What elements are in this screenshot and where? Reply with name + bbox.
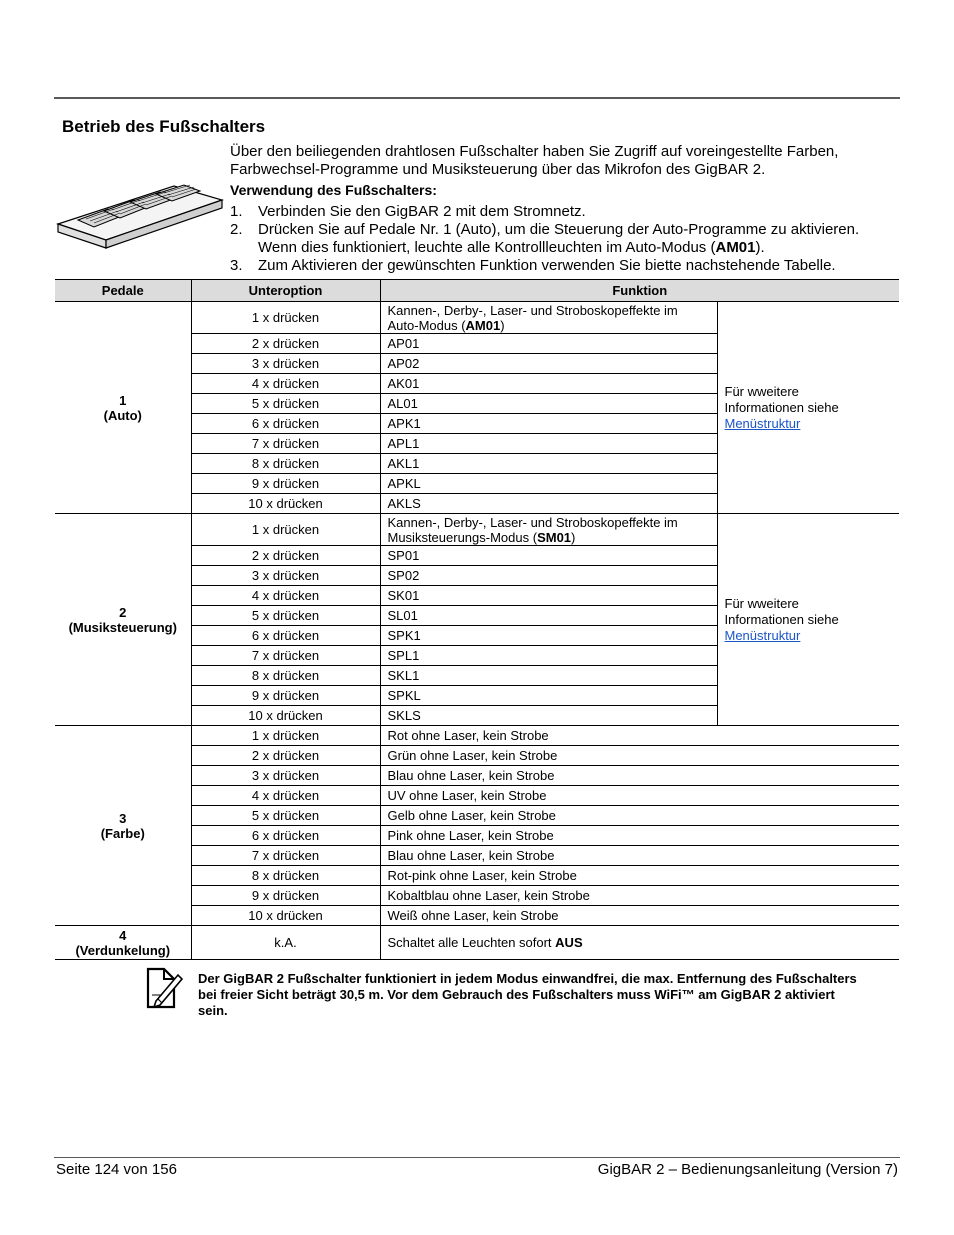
suboption-cell: 5 x drücken — [191, 806, 380, 826]
function-cell: Schaltet alle Leuchten sofort AUS — [380, 926, 899, 960]
suboption-cell: 2 x drücken — [191, 746, 380, 766]
suboption-cell: 4 x drücken — [191, 786, 380, 806]
function-cell: APK1 — [380, 414, 717, 434]
function-cell: SL01 — [380, 606, 717, 626]
more-info-cell: Für wweitere Informationen siehe Menüstruktur — [717, 514, 899, 726]
note-icon — [140, 965, 184, 1011]
suboption-cell: 10 x drücken — [191, 906, 380, 926]
intro-text: Über den beiliegenden drahtlosen Fußschalter haben Sie Zugriff auf voreingestellte Farben, Farbwechsel-Programme und Musiksteuerung über das Mikrofon des GigBAR 2. — [230, 143, 839, 178]
function-cell: Kobaltblau ohne Laser, kein Strobe — [380, 886, 899, 906]
pedal-cell: 1 (Auto) — [55, 302, 191, 514]
suboption-cell: 4 x drücken — [191, 374, 380, 394]
function-cell: SPKL — [380, 686, 717, 706]
suboption-cell: 7 x drücken — [191, 646, 380, 666]
table-row — [55, 926, 899, 960]
pedal-cell: 3 (Farbe) — [55, 726, 191, 926]
function-cell: SKLS — [380, 706, 717, 726]
suboption-cell: 3 x drücken — [191, 354, 380, 374]
table-row — [55, 514, 899, 546]
header-function: Funktion — [380, 280, 899, 302]
suboption-cell: 1 x drücken — [191, 514, 380, 546]
step-3: 3. Zum Aktivieren der gewünschten Funktion verwenden Sie biette nachstehende Tabelle. — [230, 257, 836, 274]
function-cell: Weiß ohne Laser, kein Strobe — [380, 906, 899, 926]
function-cell: SK01 — [380, 586, 717, 606]
suboption-cell: 1 x drücken — [191, 302, 380, 334]
function-cell: SPL1 — [380, 646, 717, 666]
function-cell: Kannen-, Derby-, Laser- und Stroboskopeffekte im Auto-Modus (AM01) — [380, 302, 717, 334]
menu-structure-link[interactable]: Menüstruktur — [724, 627, 801, 643]
footswitch-illustration — [56, 178, 226, 250]
function-cell: APKL — [380, 474, 717, 494]
usage-subheading: Verwendung des Fußschalters: — [230, 182, 437, 198]
function-cell: Grün ohne Laser, kein Strobe — [380, 746, 899, 766]
function-cell: Rot-pink ohne Laser, kein Strobe — [380, 866, 899, 886]
footer-document-title: GigBAR 2 – Bedienungsanleitung (Version 7) — [597, 1161, 898, 1178]
suboption-cell: 9 x drücken — [191, 686, 380, 706]
suboption-cell: 8 x drücken — [191, 454, 380, 474]
suboption-cell: 7 x drücken — [191, 846, 380, 866]
function-cell: APL1 — [380, 434, 717, 454]
function-cell: AL01 — [380, 394, 717, 414]
suboption-cell: 8 x drücken — [191, 666, 380, 686]
header-suboption: Unteroption — [191, 280, 380, 302]
menu-structure-link[interactable]: Menüstruktur — [724, 415, 801, 431]
function-cell: SP01 — [380, 546, 717, 566]
suboption-cell: 9 x drücken — [191, 474, 380, 494]
suboption-cell: 4 x drücken — [191, 586, 380, 606]
function-cell: Gelb ohne Laser, kein Strobe — [380, 806, 899, 826]
function-cell: SP02 — [380, 566, 717, 586]
suboption-cell: 6 x drücken — [191, 826, 380, 846]
header-pedal: Pedale — [55, 280, 191, 302]
section-title: Betrieb des Fußschalters — [62, 117, 266, 136]
suboption-cell: 10 x drücken — [191, 706, 380, 726]
table-row — [55, 302, 899, 334]
pedal-cell: 4 (Verdunkelung) — [55, 926, 191, 960]
step-1: 1. Verbinden Sie den GigBAR 2 mit dem Stromnetz. — [230, 203, 586, 220]
function-cell: AKLS — [380, 494, 717, 514]
function-cell: Kannen-, Derby-, Laser- und Stroboskopeffekte im Musiksteuerungs-Modus (SM01) — [380, 514, 717, 546]
suboption-cell: 5 x drücken — [191, 394, 380, 414]
note-text: Der GigBAR 2 Fußschalter funktioniert in jedem Modus einwandfrei, die max. Entfernung des Fußschalters bei freier Sicht beträgt 30,5 m. Vor dem Gebrauch des Fußschalters muss WiFi™ am GigBAR 2 aktiviert sein. — [198, 971, 857, 1018]
function-cell: AP02 — [380, 354, 717, 374]
suboption-cell: 8 x drücken — [191, 866, 380, 886]
bottom-rule — [54, 1157, 900, 1158]
suboption-cell: 2 x drücken — [191, 334, 380, 354]
suboption-cell: 6 x drücken — [191, 626, 380, 646]
suboption-cell: 3 x drücken — [191, 566, 380, 586]
footer-page-number: Seite 124 von 156 — [56, 1161, 177, 1178]
function-cell: AKL1 — [380, 454, 717, 474]
suboption-cell: 9 x drücken — [191, 886, 380, 906]
function-cell: Rot ohne Laser, kein Strobe — [380, 726, 899, 746]
function-cell: Blau ohne Laser, kein Strobe — [380, 766, 899, 786]
function-cell: SPK1 — [380, 626, 717, 646]
suboption-cell: 1 x drücken — [191, 726, 380, 746]
suboption-cell: 2 x drücken — [191, 546, 380, 566]
suboption-cell: 5 x drücken — [191, 606, 380, 626]
suboption-cell: 7 x drücken — [191, 434, 380, 454]
function-cell: UV ohne Laser, kein Strobe — [380, 786, 899, 806]
function-cell: Pink ohne Laser, kein Strobe — [380, 826, 899, 846]
function-cell: SKL1 — [380, 666, 717, 686]
more-info-cell: Für wweitere Informationen siehe Menüstruktur — [717, 302, 899, 514]
function-cell: AP01 — [380, 334, 717, 354]
function-cell: AK01 — [380, 374, 717, 394]
footswitch-table — [55, 279, 899, 960]
table-header-row — [55, 280, 899, 302]
step-2: 2. Drücken Sie auf Pedale Nr. 1 (Auto), um die Steuerung der Auto-Programme zu aktivieren. Wenn dies funktioniert, leuchte alle Kontrollleuchten im Auto-Modus (AM01). — [230, 221, 860, 256]
top-rule — [54, 97, 900, 99]
suboption-cell: k.A. — [191, 926, 380, 960]
suboption-cell: 6 x drücken — [191, 414, 380, 434]
function-cell: Blau ohne Laser, kein Strobe — [380, 846, 899, 866]
steps-list — [230, 203, 895, 275]
table-row — [55, 726, 899, 746]
suboption-cell: 3 x drücken — [191, 766, 380, 786]
pedal-cell: 2 (Musiksteuerung) — [55, 514, 191, 726]
suboption-cell: 10 x drücken — [191, 494, 380, 514]
